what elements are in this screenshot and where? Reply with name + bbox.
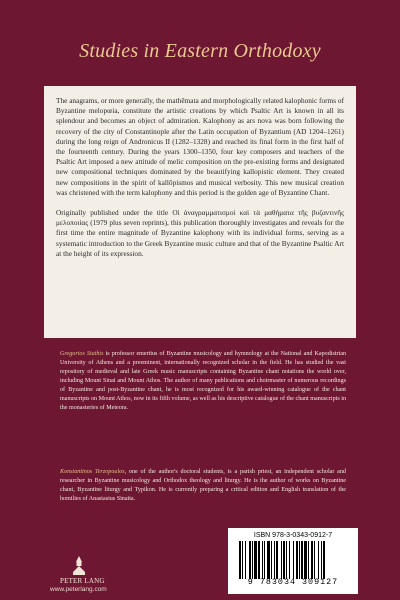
barcode-stripe bbox=[249, 541, 251, 579]
barcode-stripe bbox=[318, 541, 319, 579]
barcode-stripe bbox=[296, 541, 298, 579]
series-title: Studies in Eastern Orthodoxy bbox=[79, 40, 321, 62]
author-bio-1 bbox=[60, 350, 346, 413]
barcode-stripe bbox=[267, 541, 270, 579]
barcode-stripe bbox=[242, 541, 243, 579]
isbn-label: ISBN 978-3-0343-0912-7 bbox=[253, 532, 333, 539]
barcode-stripe bbox=[274, 541, 275, 579]
barcode-stripe bbox=[281, 541, 282, 579]
barcode-stripe bbox=[289, 541, 290, 579]
barcode-stripe bbox=[245, 541, 246, 579]
barcode-stripe bbox=[276, 541, 278, 579]
author-bio-2 bbox=[60, 468, 346, 504]
barcode-stripe bbox=[252, 541, 253, 579]
description-panel bbox=[44, 86, 356, 338]
publisher-url: www.peterlang.com bbox=[50, 586, 107, 593]
barcode-stripe bbox=[299, 541, 300, 579]
barcode-bars bbox=[237, 541, 349, 579]
barcode-stripe bbox=[323, 541, 325, 579]
barcode-number: 9 783034 309127 bbox=[247, 577, 339, 587]
author-name: Gregorios Stathis bbox=[60, 351, 104, 357]
author-bio-text: , one of the author's doctoral students, is a parish priest, an independent scholar and researcher in Byzantine musicology and Orthodox theology and liturgy. He is the author of works on Byzantine chant, Byzantine liturgy and Typikon. He is currently preparing a critical edition and English translation of the homilies of Anastasius Sinaita. bbox=[60, 469, 346, 502]
publisher-logo bbox=[60, 555, 105, 585]
barcode-stripe bbox=[254, 541, 257, 579]
barcode-stripe bbox=[264, 541, 265, 579]
author-bio-text: is professor emeritus of Byzantine musicology and hymnology at the National and Kapodistrian University of Athens and a preeminent, internationally recognized scholar in the field. He has studied the vast repository of medieval and late Greek music manuscripts containing Byzantine chant notations the world over, including Mount Sinai and Mount Athos. The author of many publications and choirmaster of numerous recordings of Byzantine and post-Byzantine chant, he is most recognized for his award-winning catalogue of the chant manuscripts on Mount Athos, now in its fifth volume, as well as his descriptive catalogue of the chant manuscripts in the monasteries of Meteora. bbox=[60, 351, 346, 411]
peter-lang-tower-logo-icon bbox=[70, 555, 88, 577]
barcode bbox=[228, 528, 358, 594]
description-paragraph-1: The anagrams, or more generally, the mathēmata and morphologically related kalophonic forms of Byzantine melopœia, constitute the artistic creations by which Psaltic Art is known in all its splendour and becomes an object of admiration. Kalophony as ars nova was born following the recovery of the city of Constantinople after the Latin occupation of Byzantium (AD 1204–1261) during the long reign of Andronicus II (1282–1328) and reached its final form in the first half of the fourteenth century. During the years 1300–1350, four key composers and teachers of the Psaltic Art imposed a new attitude of melic composition on the pre-existing forms and designated new compositional techniques dominated by the beautifying kallopistic element. They created new compositions in the spirit of kallōpismos and musical verbosity. This new musical creation was christened with the term kalophony and this period is the golden age of Byzantine Chant. bbox=[56, 96, 344, 197]
barcode-stripe bbox=[301, 541, 303, 579]
author-name: Konstantinos Terzopoulos bbox=[60, 469, 125, 475]
description-paragraph-2: Originally published under the title Οἱ ἀναγραμματισμοὶ καὶ τὰ μαθήματα τῆς βυζαντινῆς μελοποιίας (1979 plus seven reprints), this publication thoroughly investigates and reveals for the first time the entire magnitude of Byzantine kalophony with its individual forms, serving as a systematic introduction to the Greek Byzantine music culture and that of the Byzantine Psaltic Art at the height of its expression. bbox=[56, 208, 344, 258]
barcode-stripe bbox=[262, 541, 263, 579]
barcode-stripe bbox=[293, 541, 294, 579]
barcode-stripe bbox=[308, 541, 309, 579]
barcode-stripe bbox=[283, 541, 285, 579]
barcode-stripe bbox=[321, 541, 322, 579]
barcode-stripe bbox=[271, 541, 272, 579]
barcode-stripe bbox=[258, 541, 260, 579]
publisher-name: PETER LANG bbox=[60, 577, 105, 585]
barcode-stripe bbox=[286, 541, 287, 579]
barcode-stripe bbox=[304, 541, 307, 579]
barcode-stripe bbox=[314, 541, 315, 579]
barcode-stripe bbox=[239, 541, 241, 579]
barcode-stripe bbox=[311, 541, 313, 579]
